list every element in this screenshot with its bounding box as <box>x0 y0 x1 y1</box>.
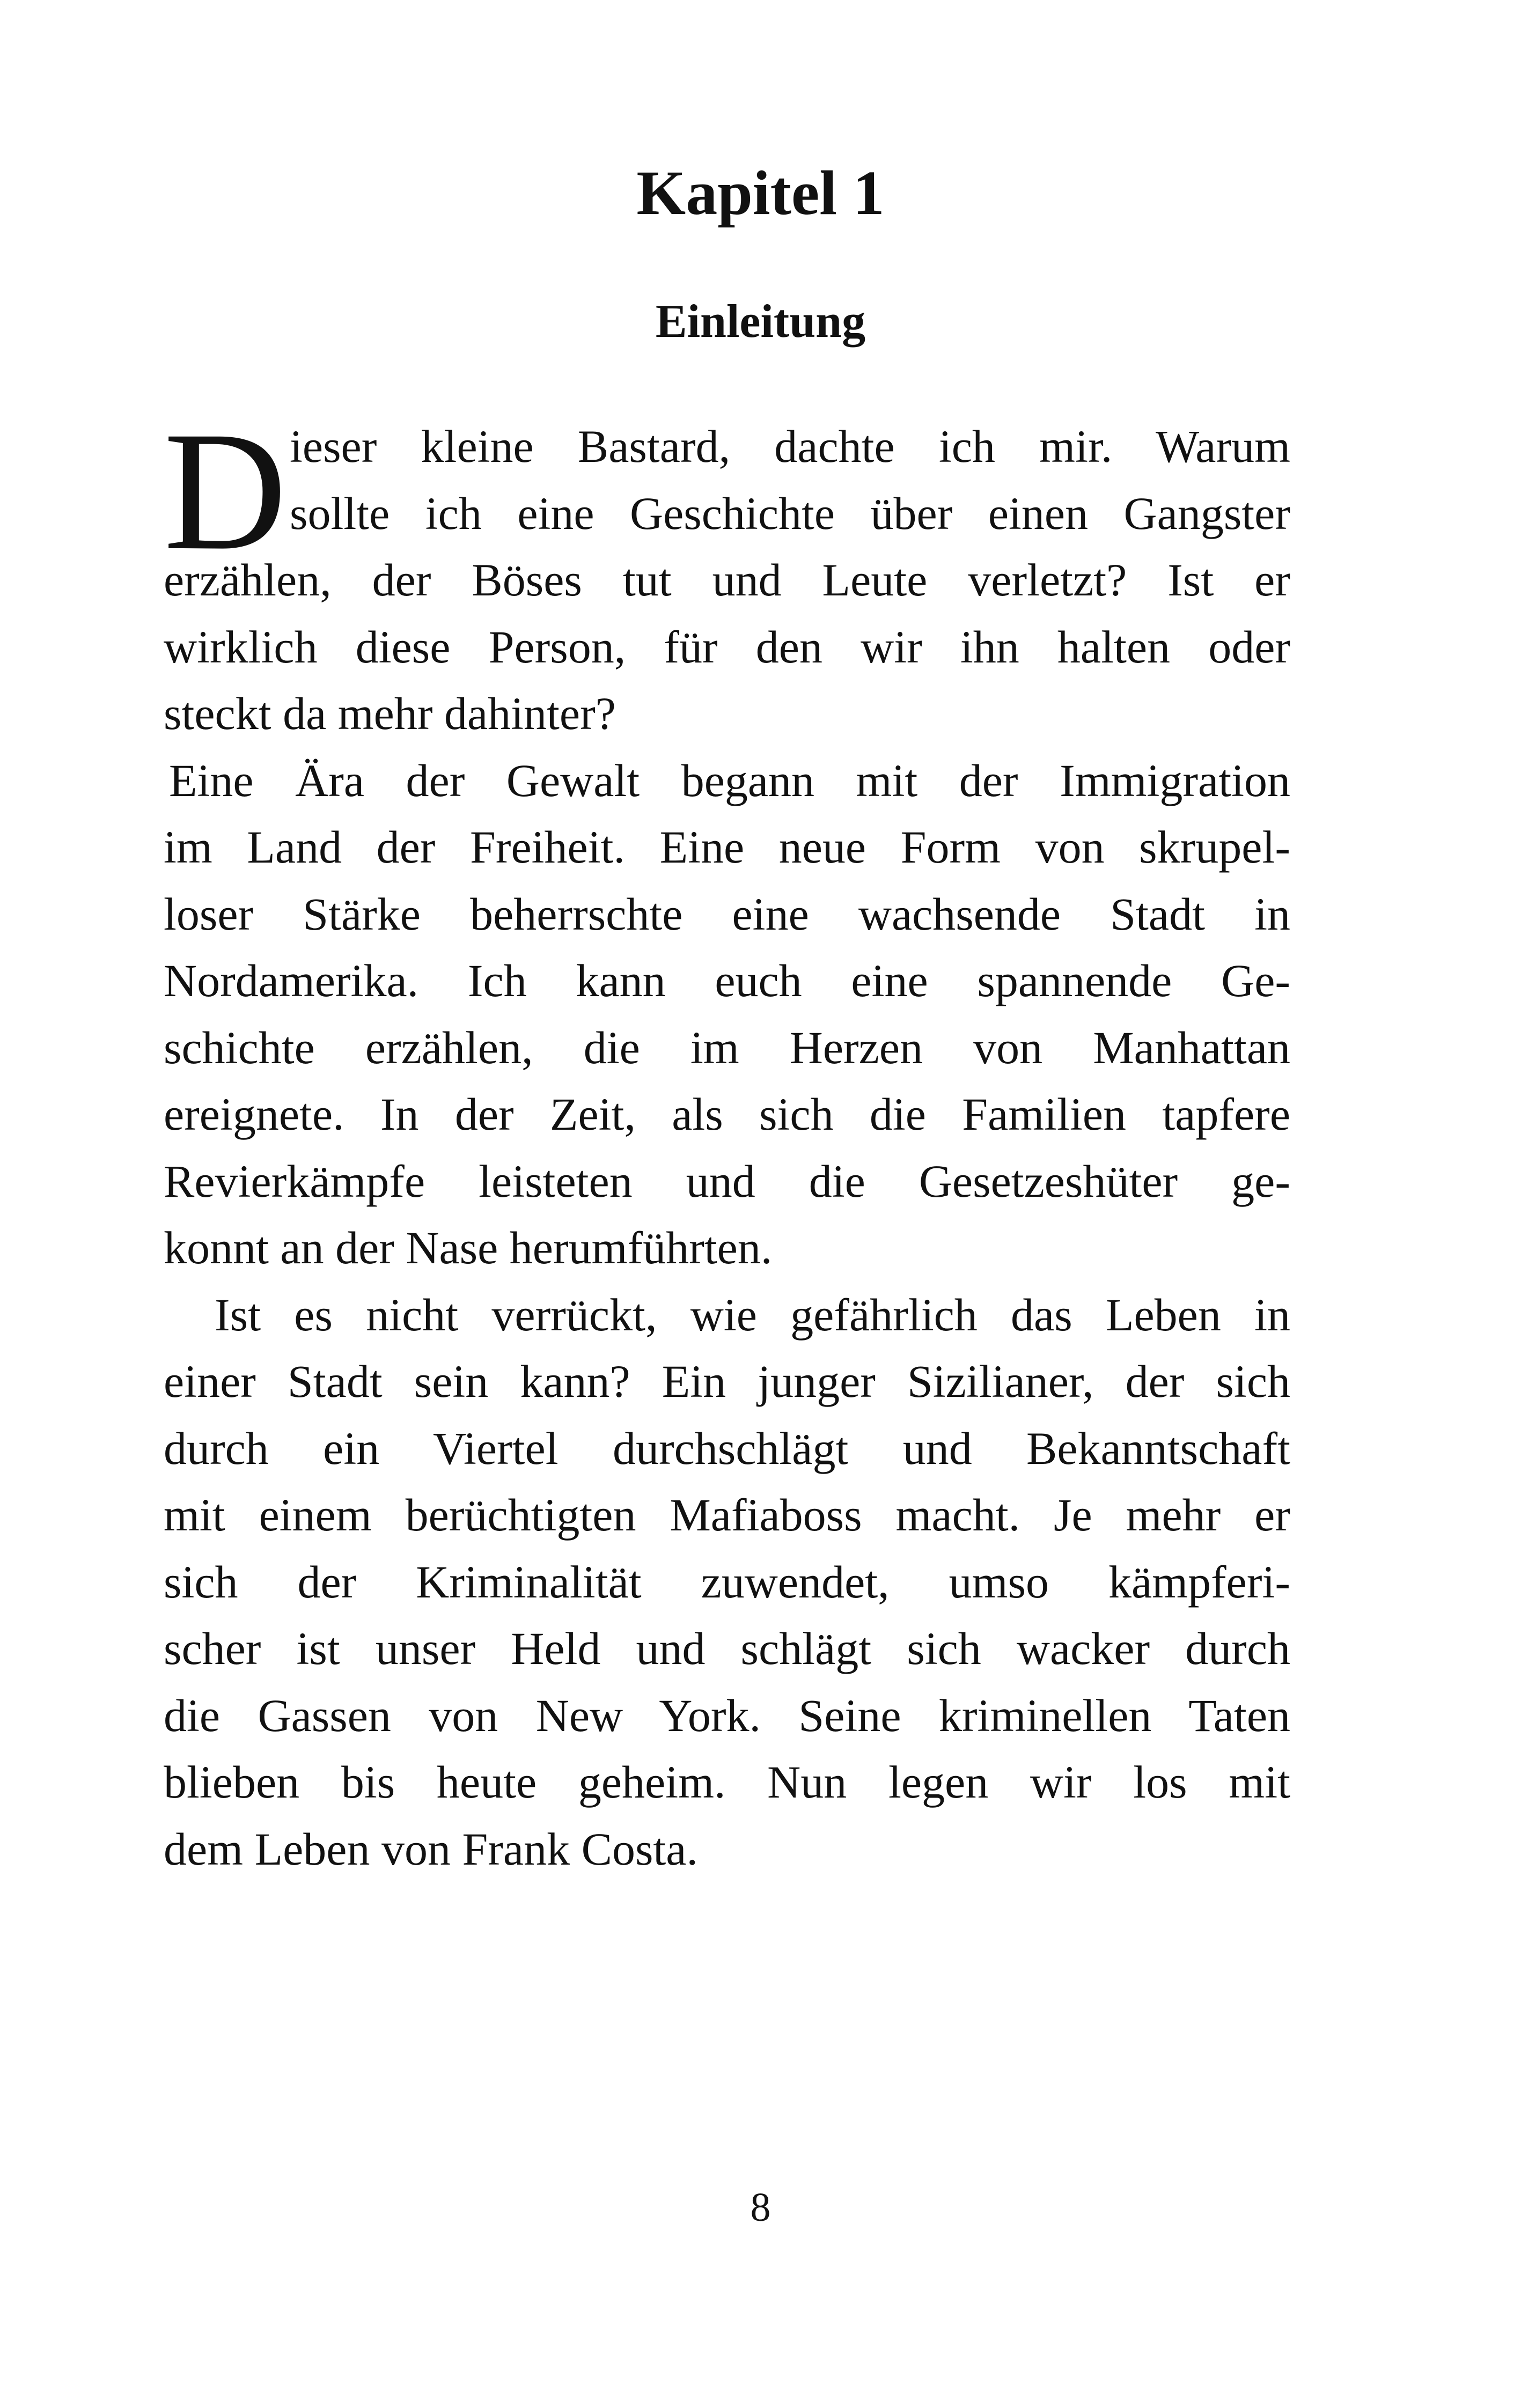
text-line: schichte erzählen, die im Herzen von Manhattan <box>164 1021 1290 1073</box>
text-line: sich der Kriminalität zuwendet, umso kämpferi- <box>164 1556 1290 1608</box>
text-line: Nordamerika. Ich kann euch eine spannende Ge- <box>164 955 1290 1006</box>
text-line: im Land der Freiheit. Eine neue Form von skrupel- <box>164 821 1290 873</box>
text-line: blieben bis heute geheim. Nun legen wir los mit <box>164 1756 1290 1808</box>
text-line: ereignete. In der Zeit, als sich die Familien tapfere <box>164 1088 1290 1140</box>
text-line: Revierkämpfe leisteten und die Gesetzeshüter ge- <box>164 1155 1290 1207</box>
body-text <box>164 396 1290 1882</box>
text-line: wirklich diese Person, für den wir ihn halten oder <box>164 621 1290 673</box>
text-line: konnt an der Nase herumführten. <box>164 1222 773 1273</box>
text-line: steckt da mehr dahinter? <box>164 688 616 739</box>
drop-cap: D <box>164 396 287 585</box>
page-number: 8 <box>750 2185 771 2230</box>
chapter-title: Kapitel 1 <box>636 158 885 228</box>
text-line: loser Stärke beherrschte eine wachsende Stadt in <box>164 888 1290 940</box>
text-line: einer Stadt sein kann? Ein junger Sizilianer, der sich <box>164 1356 1290 1407</box>
text-line: dem Leben von Frank Costa. <box>164 1823 698 1875</box>
text-line: ieser kleine Bastard, dachte ich mir. Warum <box>290 421 1290 472</box>
text-line: die Gassen von New York. Seine kriminellen Taten <box>164 1689 1290 1741</box>
text-line: scher ist unser Held und schlägt sich wacker durch <box>164 1623 1290 1674</box>
text-line: mit einem berüchtigten Mafiaboss macht. Je mehr er <box>164 1489 1290 1541</box>
text-line: erzählen, der Böses tut und Leute verletzt? Ist er <box>164 554 1290 606</box>
section-title: Einleitung <box>655 296 866 348</box>
text-line: Eine Ära der Gewalt begann mit der Immigration <box>169 754 1290 806</box>
text-line: durch ein Viertel durchschlägt und Bekanntschaft <box>164 1422 1290 1474</box>
text-line: sollte ich eine Geschichte über einen Gangster <box>290 487 1290 539</box>
text-line: Ist es nicht verrückt, wie gefährlich das Leben in <box>215 1288 1290 1341</box>
